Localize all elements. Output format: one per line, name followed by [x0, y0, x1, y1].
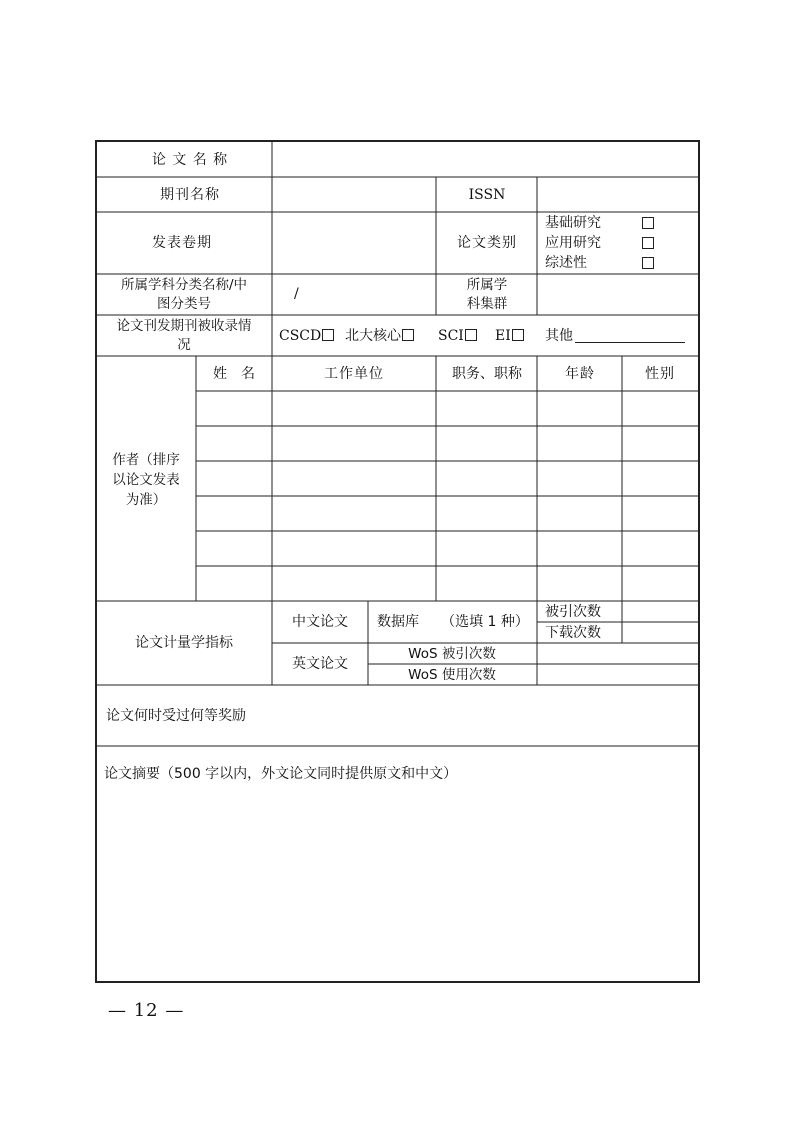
category-label: 论文类别 [457, 235, 517, 251]
index-option-cscd[interactable] [279, 327, 334, 345]
author-label-line1: 作者（排序 [112, 452, 180, 468]
author-header-gender: 性别 [645, 366, 675, 382]
chinese-paper-label: 中文论文 [292, 614, 348, 630]
author-header-unit: 工作单位 [324, 366, 384, 382]
database-label: 数据库 [377, 614, 419, 630]
subject-value[interactable]: / [294, 286, 299, 302]
author-header-name: 姓 名 [213, 366, 255, 382]
index-option-other[interactable] [545, 327, 685, 345]
index-option-sci-label: SCI [438, 328, 464, 344]
author-label-line2: 以论文发表 [112, 472, 180, 488]
category-option-review-label: 综述性 [545, 255, 587, 271]
choose-one-hint: （选填 1 种） [441, 614, 529, 630]
index-other-input[interactable] [575, 328, 685, 343]
index-option-ei-label: EI [495, 328, 511, 344]
category-option-basic-label: 基础研究 [545, 215, 601, 231]
category-option-applied[interactable] [545, 234, 601, 252]
awards-label: 论文何时受过何等奖励 [106, 708, 246, 724]
metrics-label: 论文计量学指标 [135, 635, 233, 651]
wos-cited-label: WoS 被引次数 [408, 646, 496, 662]
page-number: — 12 — [108, 1000, 185, 1021]
author-label-line3: 为准） [125, 492, 167, 508]
cluster-label-line2: 科集群 [466, 296, 508, 312]
download-times-label: 下载次数 [545, 625, 601, 641]
author-header-title: 职务、职称 [452, 366, 522, 382]
index-option-ei[interactable] [495, 327, 524, 345]
abstract-label: 论文摘要（500 字以内，外文论文同时提供原文和中文） [104, 766, 458, 782]
issue-label: 发表卷期 [152, 235, 212, 251]
index-option-cscd-label: CSCD [279, 328, 322, 344]
checkbox-applied[interactable] [642, 235, 654, 253]
cited-times-label: 被引次数 [545, 604, 601, 620]
author-header-age: 年龄 [565, 366, 595, 382]
checkbox-review[interactable] [642, 255, 654, 273]
index-option-sci[interactable] [438, 327, 477, 345]
category-option-review[interactable] [545, 254, 587, 272]
english-paper-label: 英文论文 [292, 656, 348, 672]
journal-name-label: 期刊名称 [160, 187, 220, 203]
category-option-applied-label: 应用研究 [545, 235, 601, 251]
issn-label: ISSN [468, 187, 506, 203]
indexed-label-line2: 况 [177, 337, 191, 353]
cluster-label-line1: 所属学 [466, 277, 508, 293]
checkbox-basic[interactable] [642, 215, 654, 233]
paper-title-label: 论 文 名 称 [151, 152, 229, 168]
index-option-pku-label: 北大核心 [345, 328, 401, 344]
index-option-pku[interactable] [345, 327, 414, 345]
indexed-label-line1: 论文刊发期刊被收录情 [116, 318, 252, 334]
subject-label-line2: 图分类号 [157, 296, 211, 312]
index-option-other-label: 其他 [545, 328, 573, 344]
wos-used-label: WoS 使用次数 [408, 667, 496, 683]
subject-label-line1: 所属学科分类名称/中 [120, 277, 248, 293]
category-option-basic[interactable] [545, 214, 601, 232]
